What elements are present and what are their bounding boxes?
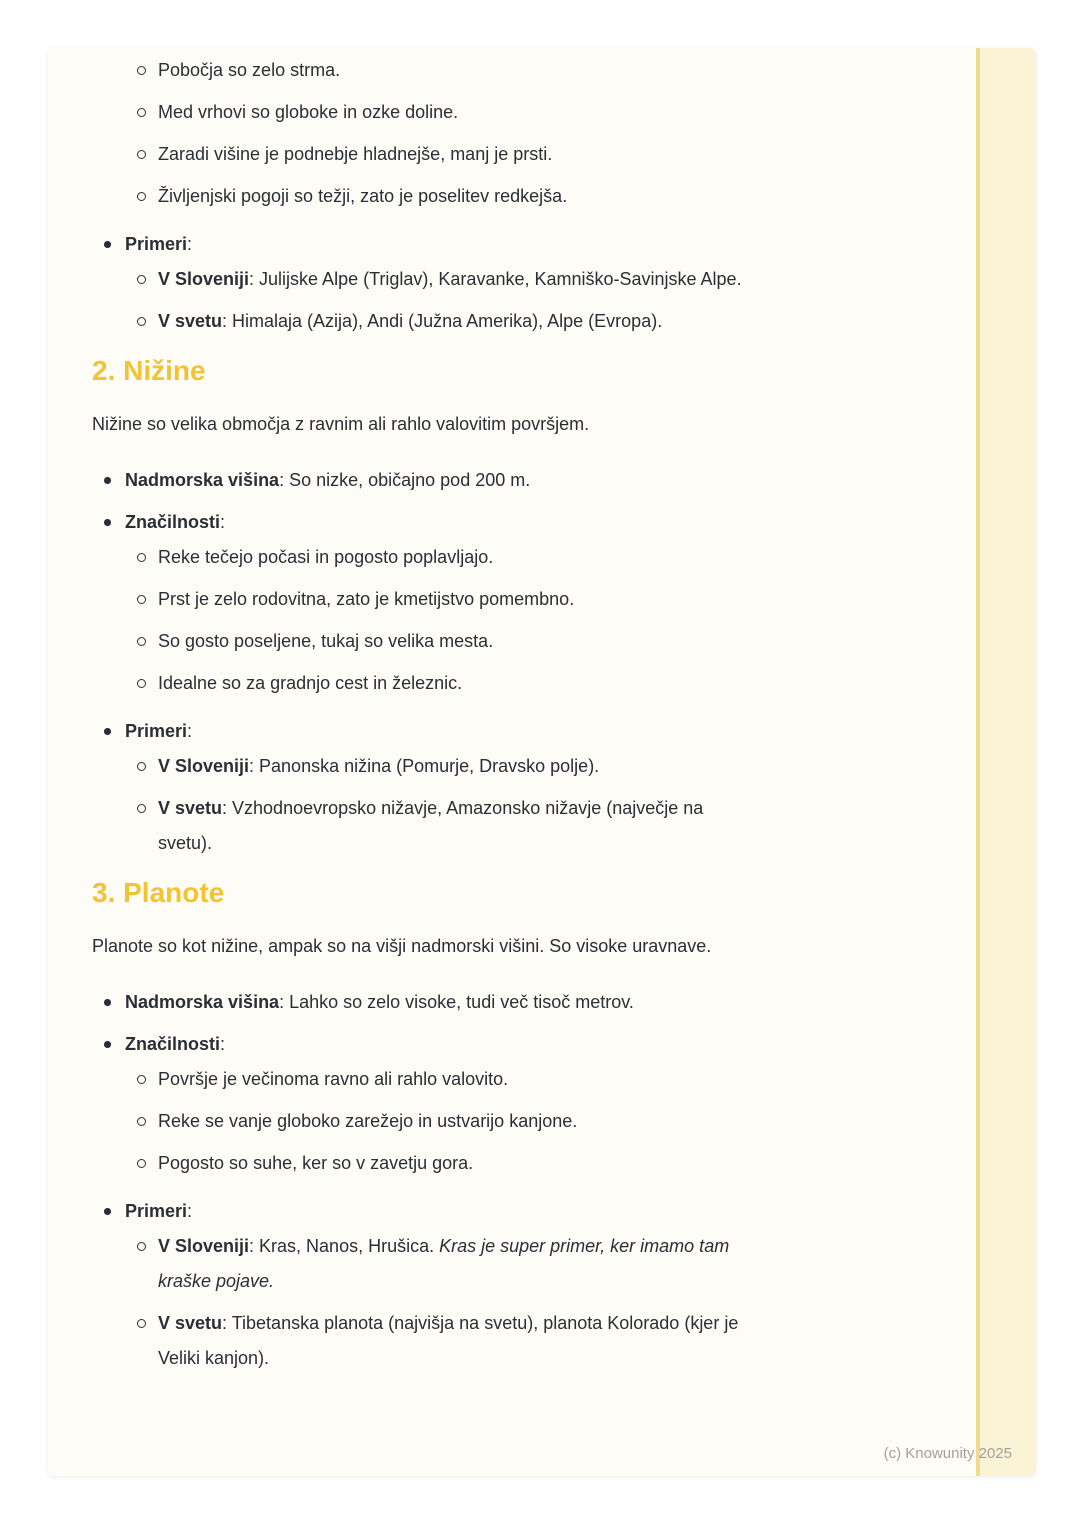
list-item-znacilnosti <box>92 505 936 540</box>
item-text <box>125 1194 192 1229</box>
bullet-circle-icon <box>137 1146 158 1168</box>
item-label-rest: : <box>187 721 193 741</box>
item-label-rest: : Tibetanska planota (najvišja na svetu), planota Kolorado (kjer je Veliki kanjon). <box>158 1313 739 1368</box>
item-text: Prst je zelo rodovitna, zato je kmetijstvo pomembno. <box>158 589 575 609</box>
item-text <box>125 505 225 540</box>
list-item-znacilnosti <box>92 1027 936 1062</box>
item-label-rest: : <box>220 1034 226 1054</box>
item-label-rest: : Julijske Alpe (Triglav), Karavanke, Kamniško-Savinjske Alpe. <box>249 269 742 289</box>
item-label-rest: : Kras, Nanos, Hrušica. <box>249 1236 440 1256</box>
item-label-rest: : So nizke, običajno pod 200 m. <box>279 470 531 490</box>
item-label-bold: Značilnosti <box>125 1034 221 1054</box>
bullet-disc-icon <box>104 505 125 526</box>
bullet-circle-icon <box>137 540 158 562</box>
item-text <box>125 227 192 262</box>
item-text <box>158 1306 758 1376</box>
item-text <box>158 304 662 339</box>
item-text: Površje je večinoma ravno ali rahlo valovito. <box>158 1069 509 1089</box>
bullet-circle-icon <box>137 95 158 117</box>
note-sheet <box>48 48 1036 1476</box>
bullet-disc-icon <box>104 463 125 484</box>
bullet-circle-icon <box>137 179 158 201</box>
section-planote <box>92 875 936 1376</box>
list-item <box>92 95 936 130</box>
list-item <box>92 1062 936 1097</box>
item-label-bold: Nadmorska višina <box>125 992 280 1012</box>
list-item <box>92 179 936 214</box>
item-label-rest: : Vzhodnoevropsko nižavje, Amazonsko nižavje (največje na svetu). <box>158 798 704 853</box>
examples-list <box>92 262 936 339</box>
item-text: Pobočja so zelo strma. <box>158 60 341 80</box>
list-item <box>92 582 936 617</box>
item-label-rest: : Himalaja (Azija), Andi (Južna Amerika), Alpe (Evropa). <box>222 311 663 331</box>
list-item <box>92 666 936 701</box>
bullet-circle-icon <box>137 666 158 688</box>
bullet-circle-icon <box>137 1229 158 1251</box>
section-intro: Nižine so velika območja z ravnim ali rahlo valovitim površjem. <box>92 414 590 434</box>
list-item <box>92 53 936 88</box>
bullet-circle-icon <box>137 262 158 284</box>
section-heading-nizine: 2. Nižine <box>92 355 206 386</box>
bullet-circle-icon <box>137 304 158 326</box>
item-label-rest: : Panonska nižina (Pomurje, Dravsko polje). <box>249 756 600 776</box>
bullet-circle-icon <box>137 53 158 75</box>
examples-list <box>92 1229 936 1376</box>
copyright-notice: (c) Knowunity 2025 <box>883 1445 1012 1462</box>
bullet-disc-icon <box>104 1194 125 1215</box>
item-text: Zaradi višine je podnebje hladnejše, manj je prsti. <box>158 144 553 164</box>
item-label-bold: V Sloveniji <box>158 269 250 289</box>
section-gorovja-continued <box>92 53 936 339</box>
note-content <box>48 48 1036 1376</box>
characteristics-list <box>92 1062 936 1181</box>
list-item-primeri <box>92 714 936 749</box>
characteristics-list <box>92 540 936 701</box>
item-text: So gosto poseljene, tukaj so velika mesta. <box>158 631 494 651</box>
item-note-italic: Kras je super primer, ker imamo tam kraške pojave. <box>158 1236 730 1291</box>
examples-list <box>92 749 936 861</box>
section-intro: Planote so kot nižine, ampak so na višji nadmorski višini. So visoke uravnave. <box>92 936 712 956</box>
list-item-primeri <box>92 1194 936 1229</box>
bullet-disc-icon <box>104 985 125 1006</box>
list-item <box>92 304 936 339</box>
list-item <box>92 262 936 297</box>
list-item <box>92 540 936 575</box>
item-text <box>158 749 599 784</box>
item-text: Pogosto so suhe, ker so v zavetju gora. <box>158 1153 474 1173</box>
item-label-rest: : <box>187 234 193 254</box>
list-item-nadmorska <box>92 985 936 1020</box>
bullet-circle-icon <box>137 137 158 159</box>
bullet-circle-icon <box>137 749 158 771</box>
bullet-circle-icon <box>137 1062 158 1084</box>
bullet-circle-icon <box>137 791 158 813</box>
item-label-bold: Primeri <box>125 721 188 741</box>
list-item <box>92 1146 936 1181</box>
characteristics-list <box>92 53 936 214</box>
item-label-rest: : <box>220 512 226 532</box>
list-item-nadmorska <box>92 463 936 498</box>
item-label-bold: Primeri <box>125 1201 188 1221</box>
item-label-rest: : <box>187 1201 193 1221</box>
item-label-bold: V svetu <box>158 311 223 331</box>
item-label-bold: Primeri <box>125 234 188 254</box>
bullet-disc-icon <box>104 227 125 248</box>
list-item <box>92 1229 936 1299</box>
item-label-bold: V svetu <box>158 1313 223 1333</box>
list-item <box>92 624 936 659</box>
item-text <box>125 1027 225 1062</box>
item-text <box>158 791 758 861</box>
item-label-bold: V Sloveniji <box>158 1236 250 1256</box>
item-text: Med vrhovi so globoke in ozke doline. <box>158 102 459 122</box>
bullet-disc-icon <box>104 1027 125 1048</box>
list-item <box>92 791 936 861</box>
item-text: Reke tečejo počasi in pogosto poplavljajo. <box>158 547 494 567</box>
item-label-bold: V svetu <box>158 798 223 818</box>
item-text <box>125 714 192 749</box>
list-item <box>92 749 936 784</box>
section-heading-planote: 3. Planote <box>92 877 225 908</box>
bullet-circle-icon <box>137 1104 158 1126</box>
bullet-circle-icon <box>137 582 158 604</box>
list-item <box>92 1104 936 1139</box>
bullet-circle-icon <box>137 1306 158 1328</box>
item-text: Življenjski pogoji so težji, zato je poselitev redkejša. <box>158 186 568 206</box>
item-label-rest: : Lahko so zelo visoke, tudi več tisoč metrov. <box>279 992 634 1012</box>
item-text: Reke se vanje globoko zarežejo in ustvarijo kanjone. <box>158 1111 578 1131</box>
list-item <box>92 1306 936 1376</box>
item-label-bold: Značilnosti <box>125 512 221 532</box>
item-text <box>158 262 742 297</box>
list-item-primeri <box>92 227 936 262</box>
item-text <box>158 1229 758 1299</box>
bullet-circle-icon <box>137 624 158 646</box>
item-label-bold: V Sloveniji <box>158 756 250 776</box>
list-item <box>92 137 936 172</box>
bullet-disc-icon <box>104 714 125 735</box>
section-nizine <box>92 353 936 861</box>
item-text <box>125 985 634 1020</box>
item-text: Idealne so za gradnjo cest in železnic. <box>158 673 463 693</box>
item-label-bold: Nadmorska višina <box>125 470 280 490</box>
item-text <box>125 463 530 498</box>
